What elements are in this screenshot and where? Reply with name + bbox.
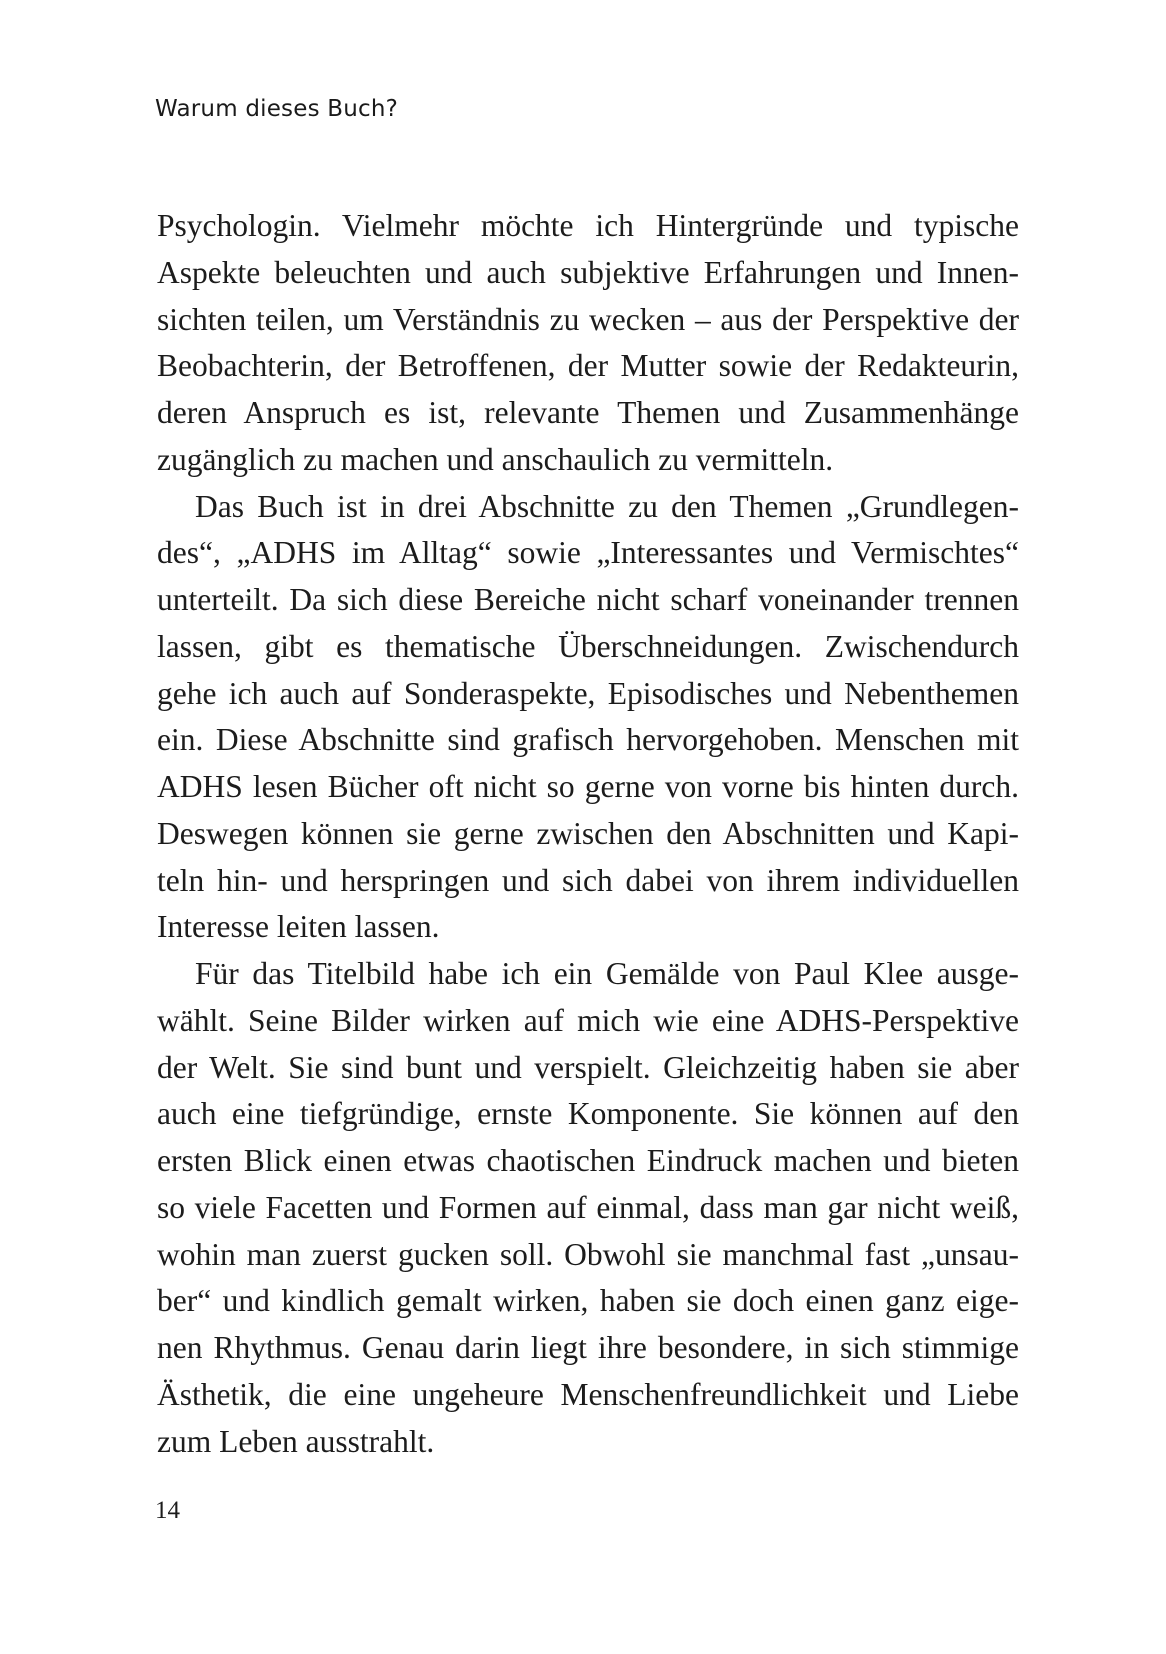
text-line: sichten teilen, um Verständnis zu wecken – aus der Perspektive der [157, 301, 1019, 337]
text-line: der Welt. Sie sind bunt und verspielt. Gleichzeitig haben sie aber [157, 1049, 1019, 1085]
text-line: Beobachterin, der Betroffenen, der Mutter sowie der Redakteurin, [157, 348, 1019, 384]
text-line: Psychologin. Vielmehr möchte ich Hintergründe und typische [157, 208, 1019, 243]
text-line: ber“ und kindlich gemalt wirken, haben sie doch einen ganz eige- [157, 1283, 1019, 1319]
text-line: zum Leben ausstrahlt. [157, 1423, 435, 1459]
text-line: zugänglich zu machen und anschaulich zu vermitteln. [157, 441, 834, 477]
text-line: des“, „ADHS im Alltag“ sowie „Interessantes und Vermischtes“ [157, 535, 1019, 571]
text-line: wohin man zuerst gucken soll. Obwohl sie manchmal fast „unsau- [157, 1236, 1019, 1272]
text-line: deren Anspruch es ist, relevante Themen und Zusammenhänge [157, 395, 1019, 430]
text-line: ersten Blick einen etwas chaotischen Eindruck machen und bieten [157, 1143, 1019, 1178]
text-line: ADHS lesen Bücher oft nicht so gerne von vorne bis hinten durch. [157, 769, 1019, 804]
text-line: teln hin- und herspringen und sich dabei von ihrem individuellen [157, 862, 1019, 898]
text-line: nen Rhythmus. Genau darin liegt ihre besondere, in sich stimmige [157, 1330, 1019, 1365]
text-line: Interesse leiten lassen. [157, 909, 440, 945]
text-line: Das Buch ist in drei Abschnitte zu den Themen „Grundlegen- [195, 488, 1019, 524]
running-head: Warum dieses Buch? [155, 96, 399, 122]
body-text [157, 203, 1019, 1465]
text-line: ein. Diese Abschnitte sind grafisch hervorgehoben. Menschen mit [157, 722, 1019, 758]
text-line: auch eine tiefgründige, ernste Komponente. Sie können auf den [157, 1096, 1019, 1132]
text-line: so viele Facetten und Formen auf einmal, dass man gar nicht weiß, [157, 1189, 1019, 1225]
text-line: gehe ich auch auf Sonderaspekte, Episodisches und Nebenthemen [157, 675, 1019, 711]
text-line: Ästhetik, die eine ungeheure Menschenfreundlichkeit und Liebe [157, 1376, 1019, 1412]
text-line: lassen, gibt es thematische Überschneidungen. Zwischendurch [157, 628, 1019, 664]
text-line: unterteilt. Da sich diese Bereiche nicht scharf voneinander trennen [157, 582, 1019, 617]
text-line: Deswegen können sie gerne zwischen den Abschnitten und Kapi- [157, 815, 1019, 851]
text-line: wählt. Seine Bilder wirken auf mich wie eine ADHS-Perspektive [157, 1002, 1019, 1038]
text-line: Für das Titelbild habe ich ein Gemälde von Paul Klee ausge- [195, 956, 1019, 991]
page-number: 14 [155, 1497, 180, 1524]
text-line: Aspekte beleuchten und auch subjektive Erfahrungen und Innen- [157, 254, 1019, 290]
